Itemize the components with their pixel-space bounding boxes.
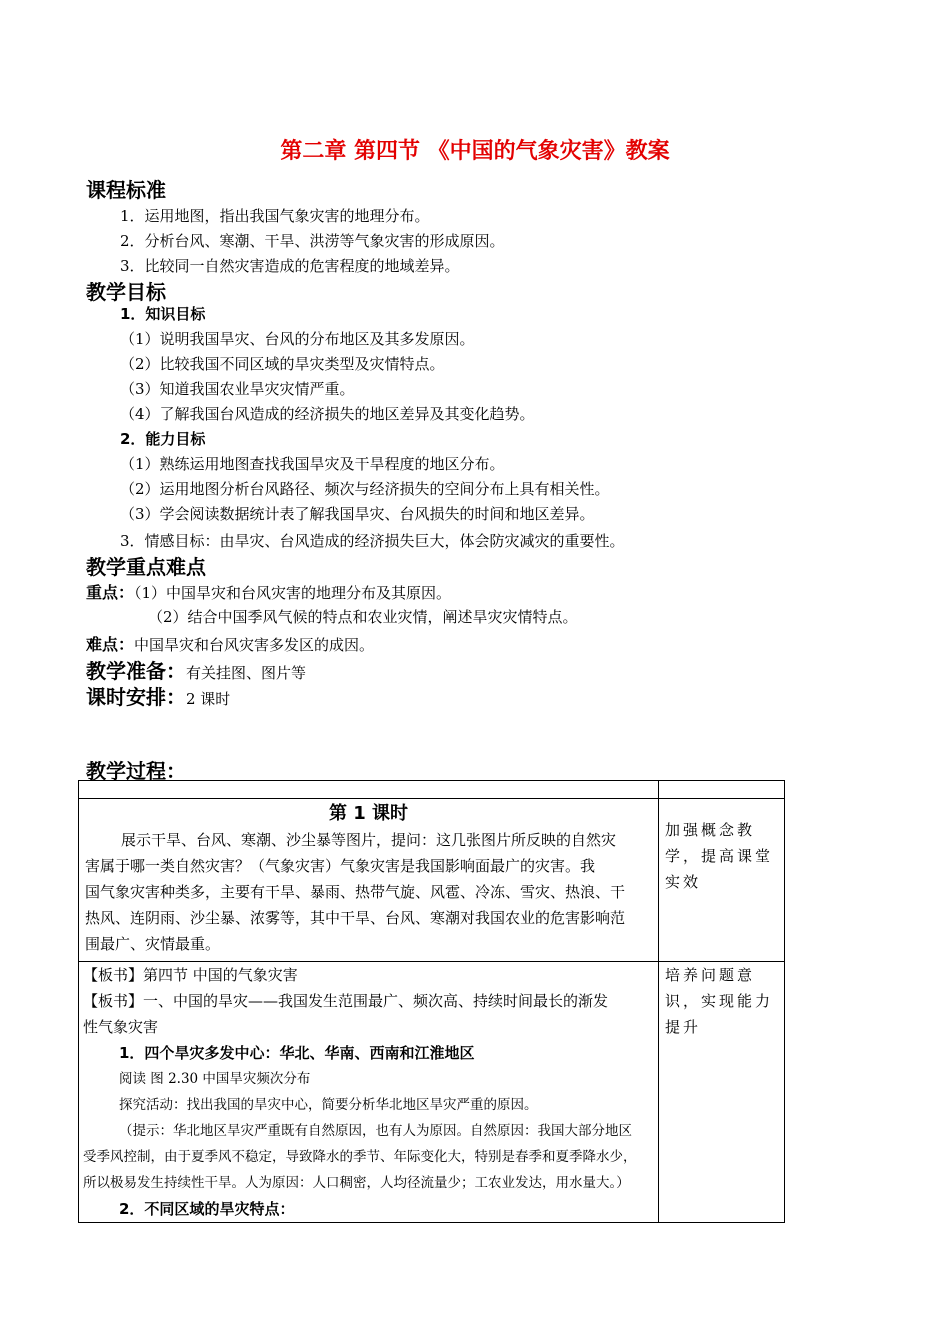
ability-heading: 2．能力目标: [120, 430, 206, 448]
schedule-label: 课时安排：: [86, 685, 186, 709]
board-line: 【板书】第四节 中国的气象灾害: [83, 966, 298, 984]
key-text-2: （2）结合中国季风气候的特点和农业灾情，阐述旱灾灾情特点。: [148, 608, 578, 626]
lesson-cell: [79, 962, 659, 1223]
hint-line: （提示：华北地区旱灾严重既有自然原因，也有人为原因。自然原因：我国大部分地区: [119, 1123, 632, 1139]
prep-label: 教学准备：: [86, 659, 186, 683]
objectives-heading: 教学目标: [86, 280, 166, 304]
knowledge-item: （3）知道我国农业旱灾灾情严重。: [120, 380, 355, 398]
ability-item: （1）熟练运用地图查找我国旱灾及干旱程度的地区分布。: [120, 455, 505, 473]
lesson-cell: [79, 799, 659, 962]
intro-line: 害属于哪一类自然灾害？（气象灾害）气象灾害是我国影响面最广的灾害。我: [85, 857, 596, 875]
process-table: [78, 780, 785, 1223]
board-line: 【板书】一、中国的旱灾——我国发生范围最广、频次高、持续时间最长的渐发: [83, 992, 609, 1010]
note-line: 学，提高课堂: [665, 847, 774, 865]
ability-item: （3）学会阅读数据统计表了解我国旱灾、台风损失的时间和地区差异。: [120, 505, 595, 523]
curriculum-heading: 课程标准: [86, 178, 166, 202]
point-1: 1．四个旱灾多发中心：华北、华南、西南和江淮地区: [119, 1044, 475, 1062]
note-line: 实效: [665, 873, 702, 891]
intro-line: 热风、连阴雨、沙尘暴、浓雾等，其中干旱、台风、寒潮对我国农业的危害影响范: [85, 909, 626, 927]
lesson-hour-title: 第 1 课时: [328, 803, 409, 824]
difficulty-label: 难点：: [86, 635, 135, 654]
point-2: 2．不同区域的旱灾特点：: [119, 1200, 295, 1218]
intro-line: 展示干旱、台风、寒潮、沙尘暴等图片，提问：这几张图片所反映的自然灾: [121, 831, 617, 849]
key-line-1: [86, 580, 451, 603]
curriculum-item: 1．运用地图，指出我国气象灾害的地理分布。: [120, 207, 430, 225]
explore-line: 探究活动：找出我国的旱灾中心，简要分析华北地区旱灾严重的原因。: [119, 1097, 538, 1113]
prep-line: [86, 655, 306, 684]
schedule-value: 2 课时: [186, 690, 231, 708]
hint-line: 所以极易发生持续性干旱。人为原因：人口稠密，人均径流量少；工农业发达，用水量大。）: [83, 1175, 630, 1191]
process-heading: 教学过程：: [86, 759, 186, 783]
schedule-line: [86, 681, 230, 710]
key-text: （1）中国旱灾和台风灾害的地理分布及其原因。: [134, 584, 452, 602]
knowledge-item: （4）了解我国台风造成的经济损失的地区差异及其变化趋势。: [120, 405, 535, 423]
keypoints-heading: 教学重点难点: [86, 555, 206, 579]
empty-cell: [659, 781, 785, 799]
note-cell: [659, 799, 785, 962]
read-line: 阅读 图 2.30 中国旱灾频次分布: [119, 1071, 311, 1087]
note-line: 培养问题意: [665, 966, 756, 984]
knowledge-heading: 1．知识目标: [120, 305, 206, 323]
page-title: 第二章 第四节 《中国的气象灾害》教案: [280, 139, 670, 164]
difficulty-text: 中国旱灾和台风灾害多发区的成因。: [134, 636, 375, 654]
emotion-objective: 3．情感目标：由旱灾、台风造成的经济损失巨大，体会防灾减灾的重要性。: [120, 532, 625, 550]
hint-line: 受季风控制，由于夏季风不稳定，导致降水的季节、年际变化大，特别是春季和夏季降水少，: [83, 1149, 637, 1165]
ability-item: （2）运用地图分析台风路径、频次与经济损失的空间分布上具有相关性。: [120, 480, 610, 498]
prep-value: 有关挂图、图片等: [186, 664, 307, 682]
note-cell: [659, 962, 785, 1223]
note-line: 识，实现能力: [665, 992, 774, 1010]
curriculum-item: 3．比较同一自然灾害造成的危害程度的地域差异。: [120, 257, 460, 275]
knowledge-item: （1）说明我国旱灾、台风的分布地区及其多发原因。: [120, 330, 475, 348]
table-row: [79, 962, 785, 1223]
board-line: 性气象灾害: [83, 1018, 159, 1036]
knowledge-item: （2）比较我国不同区域的旱灾类型及灾情特点。: [120, 355, 445, 373]
empty-cell: [79, 781, 659, 799]
curriculum-item: 2．分析台风、寒潮、干旱、洪涝等气象灾害的形成原因。: [120, 232, 505, 250]
intro-line: 国气象灾害种类多，主要有干旱、暴雨、热带气旋、风雹、冷冻、雪灾、热浪、干: [85, 883, 626, 901]
note-line: 提升: [665, 1018, 702, 1036]
note-line: 加强概念教: [665, 821, 756, 839]
key-label: 重点：: [86, 583, 135, 602]
table-row: [79, 799, 785, 962]
table-header-row: [79, 781, 785, 799]
difficulty-line: [86, 632, 374, 655]
intro-line: 围最广、灾情最重。: [85, 935, 221, 953]
